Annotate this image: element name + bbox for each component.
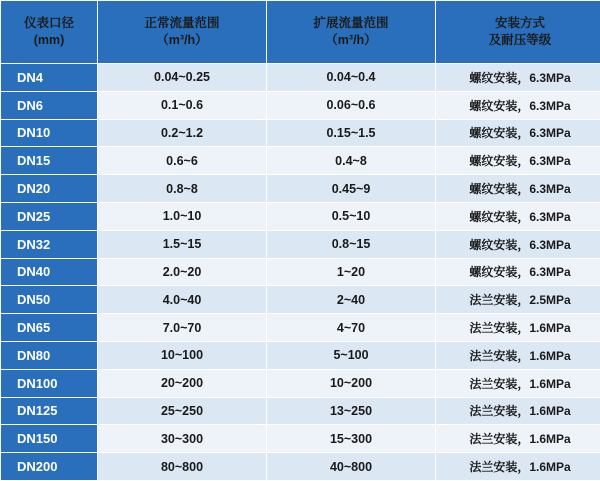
table-row xyxy=(1,175,600,203)
header-installation-line2: 及耐压等级 xyxy=(436,32,600,49)
cell-installation: 螺纹安装，6.3MPa xyxy=(436,230,600,258)
cell-normal-flow: 80~800 xyxy=(98,453,267,481)
cell-extended-flow: 15~300 xyxy=(267,425,436,453)
cell-diameter: DN25 xyxy=(1,202,98,230)
cell-diameter: DN10 xyxy=(1,119,98,147)
cell-installation: 法兰安装，1.6MPa xyxy=(436,369,600,397)
table-row xyxy=(1,397,600,425)
cell-installation: 螺纹安装，6.3MPa xyxy=(436,119,600,147)
header-diameter-line2: (mm) xyxy=(1,32,97,49)
cell-diameter: DN65 xyxy=(1,314,98,342)
cell-extended-flow: 0.45~9 xyxy=(267,175,436,203)
cell-extended-flow: 0.8~15 xyxy=(267,230,436,258)
cell-installation: 法兰安装，1.6MPa xyxy=(436,341,600,369)
cell-normal-flow: 0.8~8 xyxy=(98,175,267,203)
cell-extended-flow: 0.15~1.5 xyxy=(267,119,436,147)
cell-diameter: DN20 xyxy=(1,175,98,203)
table-body xyxy=(1,64,600,481)
table-row xyxy=(1,230,600,258)
cell-extended-flow: 0.04~0.4 xyxy=(267,64,436,92)
cell-normal-flow: 20~200 xyxy=(98,369,267,397)
cell-diameter: DN15 xyxy=(1,147,98,175)
cell-normal-flow: 25~250 xyxy=(98,397,267,425)
cell-installation: 法兰安装，1.6MPa xyxy=(436,425,600,453)
cell-normal-flow: 10~100 xyxy=(98,341,267,369)
cell-extended-flow: 10~200 xyxy=(267,369,436,397)
cell-diameter: DN80 xyxy=(1,341,98,369)
cell-extended-flow: 0.5~10 xyxy=(267,202,436,230)
table-row xyxy=(1,202,600,230)
cell-normal-flow: 0.04~0.25 xyxy=(98,64,267,92)
header-normal-flow-line2: （m³/h） xyxy=(98,32,266,49)
cell-normal-flow: 1.0~10 xyxy=(98,202,267,230)
cell-diameter: DN150 xyxy=(1,425,98,453)
cell-normal-flow: 30~300 xyxy=(98,425,267,453)
header-extended-flow-line1: 扩展流量范围 xyxy=(267,15,435,32)
table-row xyxy=(1,147,600,175)
cell-normal-flow: 7.0~70 xyxy=(98,314,267,342)
table-row xyxy=(1,425,600,453)
header-cell-installation xyxy=(436,1,600,64)
header-row xyxy=(1,1,600,64)
cell-installation: 螺纹安装，6.3MPa xyxy=(436,258,600,286)
cell-normal-flow: 1.5~15 xyxy=(98,230,267,258)
cell-installation: 螺纹安装，6.3MPa xyxy=(436,64,600,92)
cell-diameter: DN32 xyxy=(1,230,98,258)
cell-extended-flow: 0.4~8 xyxy=(267,147,436,175)
cell-installation: 法兰安装，1.6MPa xyxy=(436,314,600,342)
cell-extended-flow: 4~70 xyxy=(267,314,436,342)
cell-installation: 法兰安装，1.6MPa xyxy=(436,397,600,425)
cell-diameter: DN50 xyxy=(1,286,98,314)
cell-extended-flow: 13~250 xyxy=(267,397,436,425)
table-row xyxy=(1,341,600,369)
cell-installation: 螺纹安装，6.3MPa xyxy=(436,175,600,203)
cell-installation: 法兰安装，1.6MPa xyxy=(436,453,600,481)
cell-installation: 法兰安装，2.5MPa xyxy=(436,286,600,314)
cell-diameter: DN200 xyxy=(1,453,98,481)
cell-installation: 螺纹安装，6.3MPa xyxy=(436,91,600,119)
cell-extended-flow: 0.06~0.6 xyxy=(267,91,436,119)
cell-diameter: DN125 xyxy=(1,397,98,425)
cell-normal-flow: 2.0~20 xyxy=(98,258,267,286)
table-row xyxy=(1,64,600,92)
header-extended-flow-line2: （m³/h） xyxy=(267,32,435,49)
table-row xyxy=(1,314,600,342)
table-row xyxy=(1,369,600,397)
header-cell-diameter xyxy=(1,1,98,64)
table-row xyxy=(1,258,600,286)
table-row xyxy=(1,91,600,119)
cell-normal-flow: 4.0~40 xyxy=(98,286,267,314)
header-normal-flow-line1: 正常流量范围 xyxy=(98,15,266,32)
cell-installation: 螺纹安装，6.3MPa xyxy=(436,147,600,175)
cell-extended-flow: 40~800 xyxy=(267,453,436,481)
cell-installation: 螺纹安装，6.3MPa xyxy=(436,202,600,230)
cell-extended-flow: 1~20 xyxy=(267,258,436,286)
header-cell-normal-flow xyxy=(98,1,267,64)
header-cell-extended-flow xyxy=(267,1,436,64)
table-row xyxy=(1,453,600,481)
cell-normal-flow: 0.2~1.2 xyxy=(98,119,267,147)
cell-diameter: DN4 xyxy=(1,64,98,92)
table-row xyxy=(1,286,600,314)
table-row xyxy=(1,119,600,147)
cell-extended-flow: 5~100 xyxy=(267,341,436,369)
header-diameter-line1: 仪表口径 xyxy=(1,15,97,32)
cell-normal-flow: 0.1~0.6 xyxy=(98,91,267,119)
header-installation-line1: 安装方式 xyxy=(436,15,600,32)
cell-extended-flow: 2~40 xyxy=(267,286,436,314)
cell-normal-flow: 0.6~6 xyxy=(98,147,267,175)
table-header xyxy=(1,1,600,64)
cell-diameter: DN40 xyxy=(1,258,98,286)
cell-diameter: DN100 xyxy=(1,369,98,397)
cell-diameter: DN6 xyxy=(1,91,98,119)
